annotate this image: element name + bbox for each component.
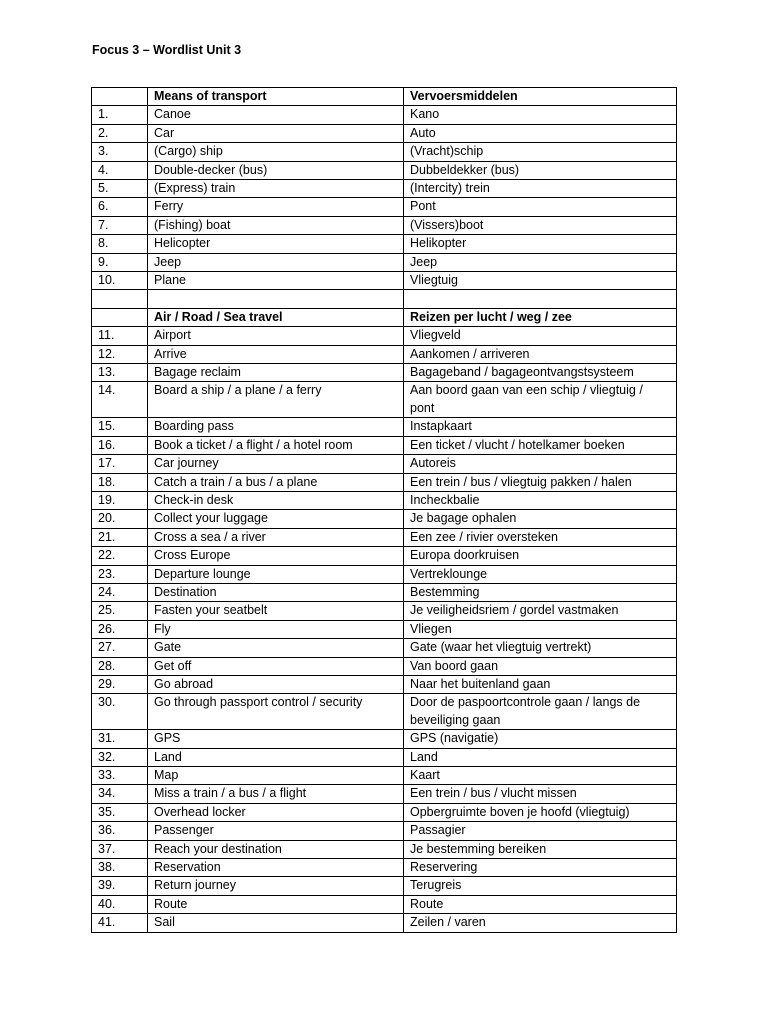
row-number: 17. xyxy=(92,455,148,473)
english-term: Cross a sea / a river xyxy=(148,528,404,546)
dutch-translation: Vervoersmiddelen xyxy=(404,88,677,106)
english-term: Passenger xyxy=(148,822,404,840)
row-number: 10. xyxy=(92,272,148,290)
table-row xyxy=(92,565,677,583)
dutch-translation: Zeilen / varen xyxy=(404,914,677,932)
english-term: Air / Road / Sea travel xyxy=(148,308,404,326)
english-term: Reservation xyxy=(148,859,404,877)
table-row xyxy=(92,639,677,657)
dutch-translation: Auto xyxy=(404,124,677,142)
english-term: Cross Europe xyxy=(148,547,404,565)
row-number: 20. xyxy=(92,510,148,528)
english-term: Gate xyxy=(148,639,404,657)
table-row xyxy=(92,436,677,454)
english-term: Map xyxy=(148,767,404,785)
dutch-translation: Europa doorkruisen xyxy=(404,547,677,565)
english-term: Plane xyxy=(148,272,404,290)
english-term: Land xyxy=(148,748,404,766)
row-number: 8. xyxy=(92,235,148,253)
row-number: 34. xyxy=(92,785,148,803)
row-number: 35. xyxy=(92,803,148,821)
row-number: 36. xyxy=(92,822,148,840)
dutch-translation: Instapkaart xyxy=(404,418,677,436)
english-term: Reach your destination xyxy=(148,840,404,858)
empty-cell xyxy=(148,290,404,308)
table-row xyxy=(92,161,677,179)
table-row xyxy=(92,180,677,198)
table-row xyxy=(92,272,677,290)
english-term: Double-decker (bus) xyxy=(148,161,404,179)
row-number: 2. xyxy=(92,124,148,142)
dutch-translation: Een trein / bus / vliegtuig pakken / halen xyxy=(404,473,677,491)
wordlist-table xyxy=(91,87,677,933)
dutch-translation: Kano xyxy=(404,106,677,124)
table-row xyxy=(92,767,677,785)
english-term: Book a ticket / a flight / a hotel room xyxy=(148,436,404,454)
table-row xyxy=(92,143,677,161)
dutch-translation: Pont xyxy=(404,198,677,216)
dutch-translation: Reservering xyxy=(404,859,677,877)
table-row xyxy=(92,730,677,748)
dutch-translation: Autoreis xyxy=(404,455,677,473)
dutch-translation: Incheckbalie xyxy=(404,491,677,509)
english-term: Overhead locker xyxy=(148,803,404,821)
english-term: Ferry xyxy=(148,198,404,216)
english-term: Catch a train / a bus / a plane xyxy=(148,473,404,491)
row-number: 39. xyxy=(92,877,148,895)
table-row xyxy=(92,547,677,565)
dutch-translation: Vliegen xyxy=(404,620,677,638)
dutch-translation: Aankomen / arriveren xyxy=(404,345,677,363)
table-row xyxy=(92,382,677,418)
table-row xyxy=(92,602,677,620)
dutch-translation: GPS (navigatie) xyxy=(404,730,677,748)
english-term: Route xyxy=(148,895,404,913)
row-number: 1. xyxy=(92,106,148,124)
wordlist-body xyxy=(92,88,677,933)
english-term: Departure lounge xyxy=(148,565,404,583)
dutch-translation: Kaart xyxy=(404,767,677,785)
dutch-translation: Reizen per lucht / weg / zee xyxy=(404,308,677,326)
row-number: 31. xyxy=(92,730,148,748)
row-number: 16. xyxy=(92,436,148,454)
table-row xyxy=(92,327,677,345)
dutch-translation: Route xyxy=(404,895,677,913)
row-number: 30. xyxy=(92,694,148,730)
table-row xyxy=(92,785,677,803)
row-number: 28. xyxy=(92,657,148,675)
row-number: 21. xyxy=(92,528,148,546)
dutch-translation: Vliegveld xyxy=(404,327,677,345)
english-term: Get off xyxy=(148,657,404,675)
dutch-translation: Aan boord gaan van een schip / vliegtuig / pont xyxy=(404,382,677,418)
table-row xyxy=(92,510,677,528)
row-number xyxy=(92,308,148,326)
dutch-translation: Van boord gaan xyxy=(404,657,677,675)
row-number: 5. xyxy=(92,180,148,198)
table-row xyxy=(92,198,677,216)
dutch-translation: Bagageband / bagageontvangstsysteem xyxy=(404,364,677,382)
english-term: Fly xyxy=(148,620,404,638)
english-term: Board a ship / a plane / a ferry xyxy=(148,382,404,418)
english-term: Check-in desk xyxy=(148,491,404,509)
table-row xyxy=(92,216,677,234)
dutch-translation: Helikopter xyxy=(404,235,677,253)
dutch-translation: Je veiligheidsriem / gordel vastmaken xyxy=(404,602,677,620)
english-term: GPS xyxy=(148,730,404,748)
row-number: 6. xyxy=(92,198,148,216)
table-row xyxy=(92,364,677,382)
row-number: 9. xyxy=(92,253,148,271)
row-number: 33. xyxy=(92,767,148,785)
table-row xyxy=(92,491,677,509)
row-number: 29. xyxy=(92,675,148,693)
dutch-translation: (Vracht)schip xyxy=(404,143,677,161)
dutch-translation: Een trein / bus / vlucht missen xyxy=(404,785,677,803)
english-term: (Express) train xyxy=(148,180,404,198)
table-row xyxy=(92,803,677,821)
dutch-translation: Terugreis xyxy=(404,877,677,895)
empty-cell xyxy=(404,290,677,308)
dutch-translation: (Vissers)boot xyxy=(404,216,677,234)
english-term: Go through passport control / security xyxy=(148,694,404,730)
spacer-row xyxy=(92,290,677,308)
english-term: Arrive xyxy=(148,345,404,363)
dutch-translation: Je bestemming bereiken xyxy=(404,840,677,858)
row-number: 11. xyxy=(92,327,148,345)
table-row xyxy=(92,418,677,436)
row-number: 12. xyxy=(92,345,148,363)
row-number: 26. xyxy=(92,620,148,638)
table-row xyxy=(92,345,677,363)
english-term: Fasten your seatbelt xyxy=(148,602,404,620)
english-term: (Cargo) ship xyxy=(148,143,404,161)
dutch-translation: Passagier xyxy=(404,822,677,840)
english-term: Car xyxy=(148,124,404,142)
row-number: 24. xyxy=(92,583,148,601)
dutch-translation: (Intercity) trein xyxy=(404,180,677,198)
dutch-translation: Een ticket / vlucht / hotelkamer boeken xyxy=(404,436,677,454)
row-number: 3. xyxy=(92,143,148,161)
dutch-translation: Jeep xyxy=(404,253,677,271)
english-term: Collect your luggage xyxy=(148,510,404,528)
english-term: Destination xyxy=(148,583,404,601)
document-title: Focus 3 – Wordlist Unit 3 xyxy=(92,43,242,57)
row-number: 27. xyxy=(92,639,148,657)
english-term: Means of transport xyxy=(148,88,404,106)
table-row xyxy=(92,895,677,913)
english-term: Car journey xyxy=(148,455,404,473)
table-row xyxy=(92,473,677,491)
dutch-translation: Bestemming xyxy=(404,583,677,601)
row-number: 23. xyxy=(92,565,148,583)
english-term: Miss a train / a bus / a flight xyxy=(148,785,404,803)
dutch-translation: Vliegtuig xyxy=(404,272,677,290)
table-row xyxy=(92,124,677,142)
row-number: 32. xyxy=(92,748,148,766)
table-row xyxy=(92,748,677,766)
table-row xyxy=(92,877,677,895)
dutch-translation: Gate (waar het vliegtuig vertrekt) xyxy=(404,639,677,657)
row-number: 4. xyxy=(92,161,148,179)
row-number: 19. xyxy=(92,491,148,509)
table-row xyxy=(92,253,677,271)
table-row xyxy=(92,455,677,473)
english-term: Go abroad xyxy=(148,675,404,693)
dutch-translation: Vertreklounge xyxy=(404,565,677,583)
dutch-translation: Dubbeldekker (bus) xyxy=(404,161,677,179)
row-number: 14. xyxy=(92,382,148,418)
row-number: 37. xyxy=(92,840,148,858)
section-header-row xyxy=(92,88,677,106)
table-row xyxy=(92,620,677,638)
table-row xyxy=(92,583,677,601)
row-number: 25. xyxy=(92,602,148,620)
table-row xyxy=(92,528,677,546)
row-number: 7. xyxy=(92,216,148,234)
row-number: 38. xyxy=(92,859,148,877)
table-row xyxy=(92,859,677,877)
dutch-translation: Land xyxy=(404,748,677,766)
table-row xyxy=(92,675,677,693)
row-number: 15. xyxy=(92,418,148,436)
table-row xyxy=(92,914,677,932)
table-row xyxy=(92,694,677,730)
table-row xyxy=(92,840,677,858)
section-header-row xyxy=(92,308,677,326)
dutch-translation: Opbergruimte boven je hoofd (vliegtuig) xyxy=(404,803,677,821)
table-row xyxy=(92,235,677,253)
english-term: Helicopter xyxy=(148,235,404,253)
row-number: 22. xyxy=(92,547,148,565)
row-number: 41. xyxy=(92,914,148,932)
row-number: 40. xyxy=(92,895,148,913)
english-term: Airport xyxy=(148,327,404,345)
row-number: 18. xyxy=(92,473,148,491)
dutch-translation: Naar het buitenland gaan xyxy=(404,675,677,693)
empty-cell xyxy=(92,290,148,308)
english-term: Jeep xyxy=(148,253,404,271)
dutch-translation: Door de paspoortcontrole gaan / langs de beveiliging gaan xyxy=(404,694,677,730)
english-term: Boarding pass xyxy=(148,418,404,436)
row-number xyxy=(92,88,148,106)
row-number: 13. xyxy=(92,364,148,382)
table-row xyxy=(92,657,677,675)
table-row xyxy=(92,106,677,124)
english-term: Sail xyxy=(148,914,404,932)
english-term: (Fishing) boat xyxy=(148,216,404,234)
english-term: Return journey xyxy=(148,877,404,895)
dutch-translation: Een zee / rivier oversteken xyxy=(404,528,677,546)
english-term: Bagage reclaim xyxy=(148,364,404,382)
dutch-translation: Je bagage ophalen xyxy=(404,510,677,528)
table-row xyxy=(92,822,677,840)
english-term: Canoe xyxy=(148,106,404,124)
